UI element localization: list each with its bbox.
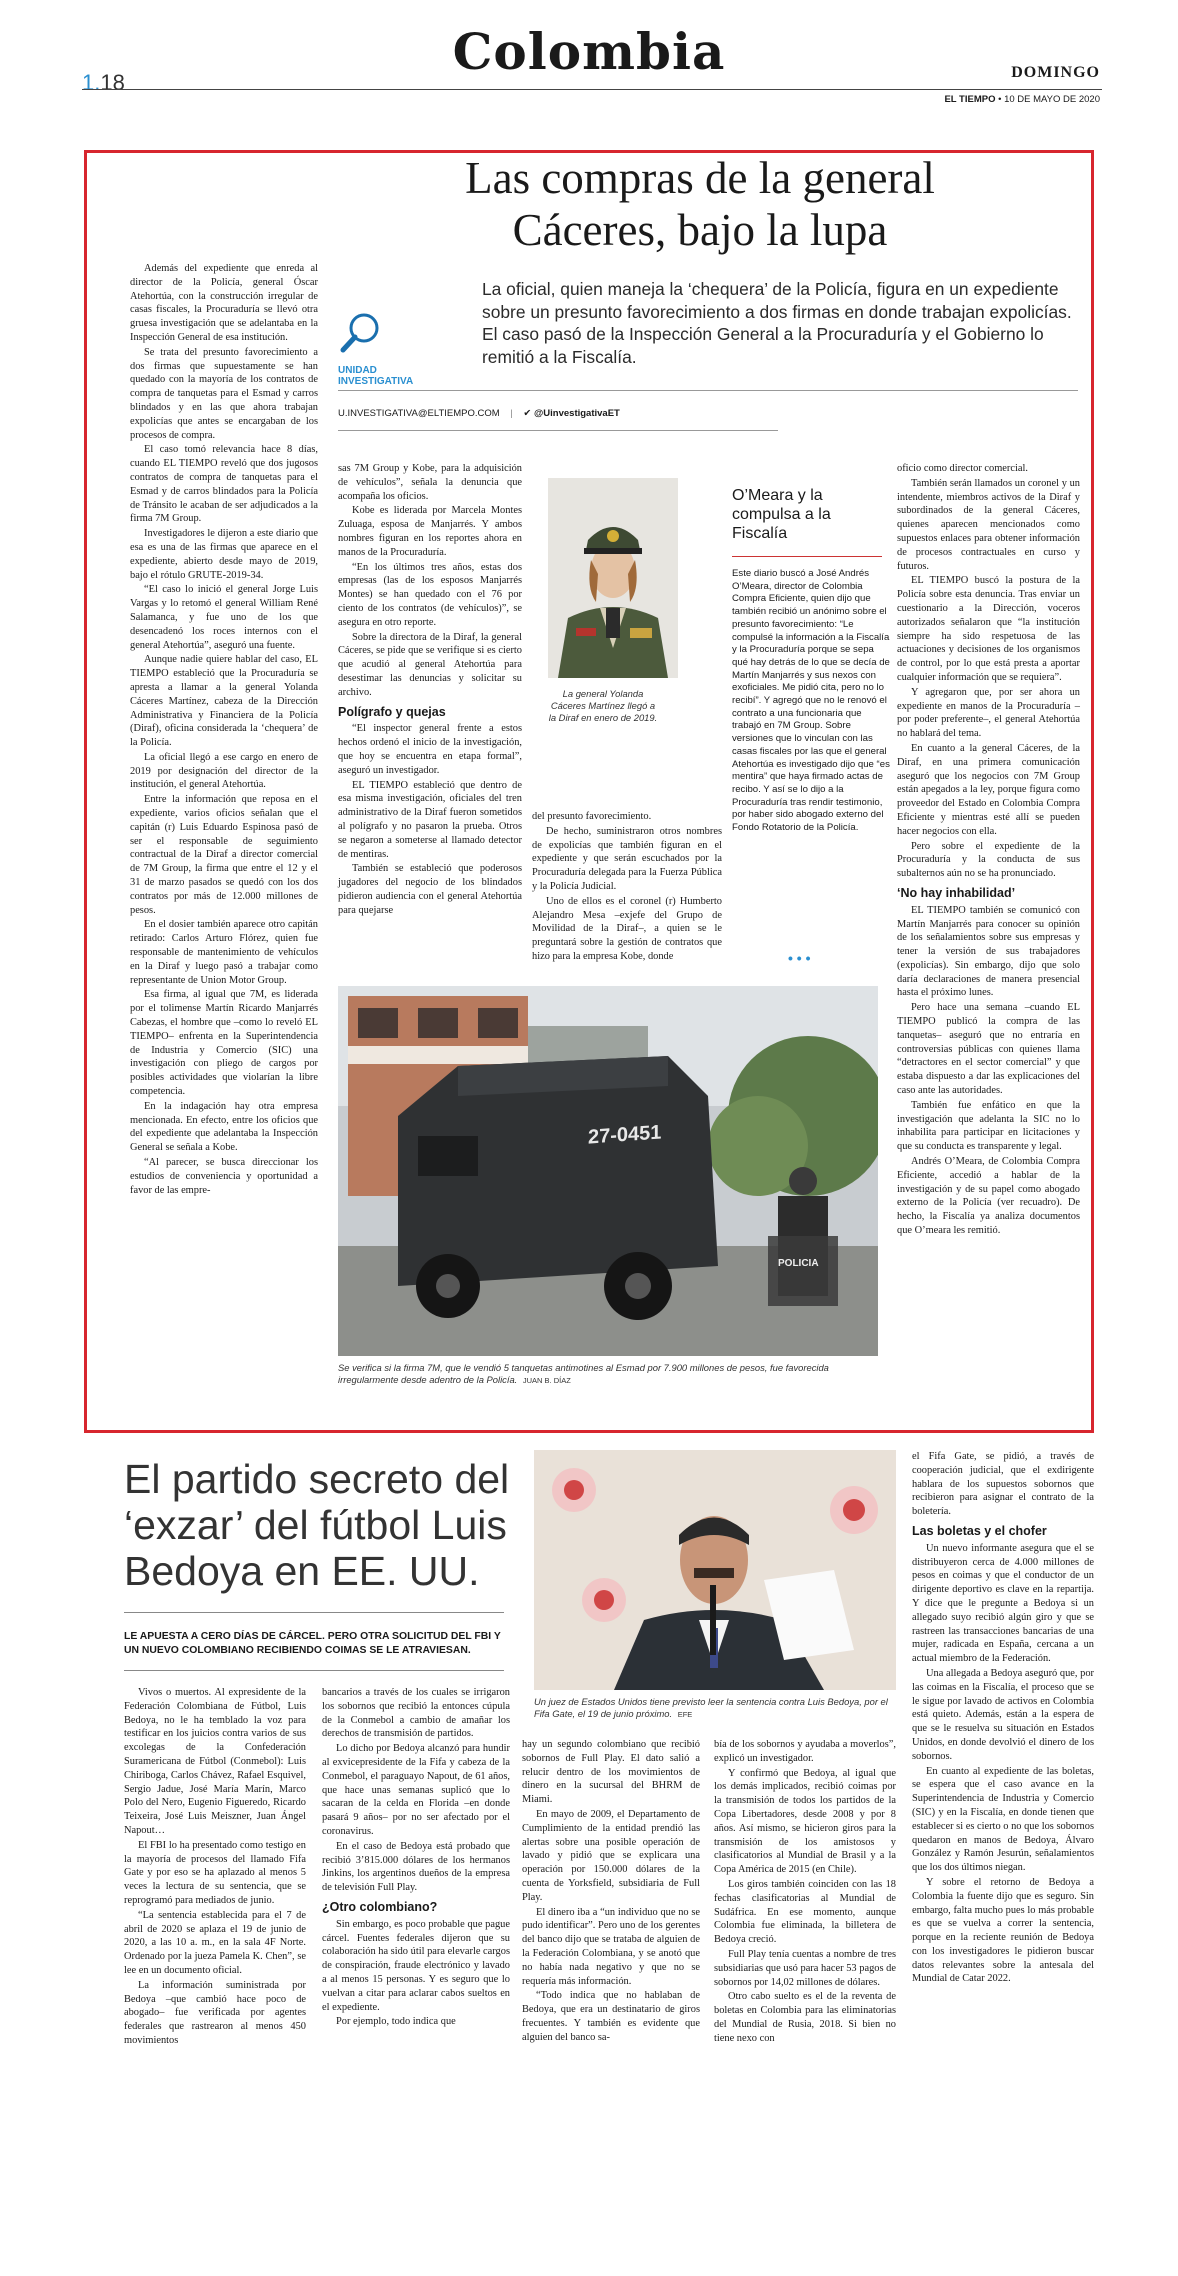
paragraph: Una allegada a Bedoya aseguró que, por las coimas en la Fiscalía, el proceso que se le sigue por lavado de activos en Colombia está quieto. Además, están a la espera de que se le resuelva su situación en Estados Unidos, en donde devolvió el dinero de los sobornos.: [912, 1667, 1094, 1762]
paragraph: También fue enfático en que la investigación que adelanta la SIC no lo inhabilita para participar en licitaciones y que su conducta es transparente y legal.: [897, 1099, 1080, 1153]
paragraph: En la indagación hay otra empresa mencionada. En efecto, entre los oficios que del expediente que adelantaba la Inspección General se señala a Kobe.: [130, 1100, 318, 1154]
sidebar-rule: [732, 556, 882, 557]
paragraph: Entre la información que reposa en el expediente, varios oficios señalan que el capitán (r) Luis Eduardo Espinosa pasó de ser el responsable de seguimiento contractual de la Diraf a director comercial de 7M Group, la firma que entre el 12 y el 31 de marzo pasados se quedó con los dos contratos por más de 12.000 millones de pesos.: [130, 794, 318, 916]
paragraph: Full Play tenía cuentas a nombre de tres subsidiarias que usó para hacer 53 pagos de sobornos por 14,02 millones de dólares.: [714, 1948, 896, 1988]
article2-headline: [124, 1456, 544, 1594]
contact-email[interactable]: U.INVESTIGATIVA@ELTIEMPO.COM: [338, 408, 500, 419]
paragraph: Investigadores le dijeron a este diario que esa es una de las firmas que aparece en el expediente, abierto desde mayo de 2019, bajo el rótulo GRUTE-2019-34.: [130, 528, 318, 581]
subhead: Las boletas y el chofer: [912, 1523, 1047, 1538]
article2-deck-rule-bottom: [124, 1670, 504, 1671]
page-prefix: 1.: [82, 70, 101, 95]
contact-line: [338, 408, 620, 419]
paragraph: del presunto favorecimiento.: [532, 811, 652, 822]
paragraph: Andrés O’Meara, de Colombia Compra Eficiente, accedió a hablar de la investigación y de su papel como abogado externo de la Policía (ver recuadro). De hecho, la Fiscalía ya analiza documentos que O’meara les remitió.: [897, 1156, 1080, 1237]
paragraph: En cuanto a la general Cáceres, de la Diraf, en una primera comunicación aseguró que los negocios con 7M Group están apegados a la ley, porque figura como proveedor del Estado en Colombia Compra Eficiente y mientras esté allí se pueden hacer negocios con ella.: [897, 742, 1080, 837]
paragraph: Pero sobre el expediente de la Procuraduría y la conducta de sus subalternos aún no se ha pronunciado.: [897, 840, 1080, 880]
portrait-caption: La general Yolanda Cáceres Martínez llegó a la Diraf en enero de 2019.: [548, 688, 658, 723]
article2-column-3: [522, 1738, 700, 2046]
article1-headline: [330, 152, 1070, 256]
bedoya-caption: [534, 1696, 894, 1721]
headline-line-2: Cáceres, bajo la lupa: [512, 205, 888, 255]
paragraph: Y sobre el retorno de Bedoya a Colombia la fuente dijo que es seguro. Sin embargo, falta mucho pues lo más probable es que se vuelva a correr la sentencia, porque en la reciente reunión de Bedoya con los investigadores le pidieron buscar datos relevantes sobre la antesala del Mundial de Catar 2022.: [912, 1876, 1094, 1985]
article2-column-4: [714, 1738, 896, 2047]
subhead: ¿Otro colombiano?: [322, 1899, 438, 1914]
headline-line-3: Bedoya en EE. UU.: [124, 1548, 480, 1594]
paragraph: Se trata del presunto favorecimiento a dos firmas que supuestamente se han quedado con la mayoría de los contratos de compra de tanquetas para el Esmad y carros blindados y en las que ahora trabajan expolicías que antes se encargaban de los procesos de compra.: [130, 346, 318, 441]
paragraph: “El inspector general frente a estos hechos ordenó el inicio de la investigación, que hoy se encuentra en etapa formal”, aseguró un investigador.: [338, 723, 522, 776]
tank-image: [338, 986, 878, 1356]
paragraph: Un nuevo informante asegura que el se distribuyeron cerca de 4.000 millones de pesos en coimas y que el conductor de un dirigente deportivo es clave en la repartija. Y dice que le pregunte a Bedoya si un allegado suyo recibió algún giro y que se rastreen las transacciones bancarias de una mujer, radicada en España, cercana a un actual miembro de la Federación.: [912, 1542, 1094, 1665]
paragraph: Sin embargo, es poco probable que pague cárcel. Fuentes federales dijeron que su colaboración ha sido útil para elevarle cargos de conspiración, fraude electrónico y lavado a al menos 15 personas. Y es seguro que lo vuelvan a citar para aclarar cabos sueltos en el expediente.: [322, 1918, 510, 2013]
paragraph: En el dosier también aparece otro capitán retirado: Carlos Arturo Flórez, quien fue responsable de mantenimiento de vehículos en la Diraf y luego pasó a trabajar como representante de Union Motor Group.: [130, 919, 318, 986]
paragraph: Por ejemplo, todo indica que: [336, 2016, 456, 2028]
paragraph: hay un segundo colombiano que recibió sobornos de Full Play. El dato salió a relucir dentro de los movimientos de dinero en la sucursal del BHRM de Miami.: [522, 1739, 700, 1806]
press-conference-image: [534, 1450, 896, 1690]
paragraph: El dinero iba a “un individuo que no se pudo identificar”. Pero uno de los gerentes del banco dijo que se trataba de alguien de la Federación Colombiana, y se anotó que no había nada negativo y que no se requería más información.: [522, 1906, 700, 1987]
tag-line-2: INVESTIGATIVA: [338, 376, 414, 387]
vehicle-caption-text: Se verifica si la firma 7M, que le vendió 5 tanquetas antimotines al Esmad por 7.900 millones de pesos, fue favorecida irregularmente desde adentro de la Policía.: [338, 1362, 829, 1385]
paragraph: Y agregaron que, por ser ahora un expediente en manos de la Procuraduría –por poder preferente–, el general Atehortúa no hablará del tema.: [897, 686, 1080, 740]
paragraph: el Fifa Gate, se pidió, a través de cooperación judicial, que el exdirigente hablara de los supuestos sobornos que recibieron para asignar el contrato de la boletería.: [912, 1451, 1094, 1518]
investigation-tag: [338, 310, 448, 391]
sidebar-text: Este diario buscó a José Andrés O’Meara, director de Colombia Compra Eficiente, quien dijo que también recibió un anónimo sobre el presunto favorecimiento: “Le compulsé la información a la Fiscalía y la Procuraduría porque se sepa qué hay detrás de lo que se decía de Martín Manjarrés y sus nexos con exoficiales. Me pidió cita, pero no lo recibí”. Y agregó que no le renovó el contrato a una funcionaria que trabajó en 7M Group. Sobre versiones que lo vinculan con las casas fiscales por las que el general Atehortúa es investigado dijo que “es mentira” que haya firmado actas de recibo. Y así se lo dijo a la Procuraduría tras rendir testimonio, por haber sido abogado externo del Fondo Rotatorio de la Policía.: [732, 568, 890, 834]
vehicle-caption: [338, 1362, 878, 1387]
paragraph: La oficial llegó a ese cargo en enero de 2019 por designación del director de la institución, el general Atehortúa.: [130, 751, 318, 791]
paragraph: “La sentencia establecida para el 7 de abril de 2020 se aplaza el 19 de junio de 2020, a las 10 a. m., en la sala 4F Norte. Ordenado por la jueza Pamela K. Chen”, se lee en un documento oficial.: [124, 1909, 306, 1976]
paragraph: Los giros también coinciden con las 18 fechas clasificatorias al Mundial de Sudáfrica. En ese momento, aunque Colombia fue eliminada, la billetera de Bedoya creció.: [714, 1878, 896, 1946]
vehicle-plate: 27-0451: [588, 1121, 662, 1149]
contact-rule: [338, 430, 778, 431]
paragraph: También serán llamados un coronel y un intendente, miembros activos de la Diraf y subordinados de la general Cáceres, quienes aparecen mencionados como supuestos enlaces para obtener información de procesos contractuales en curso y futuros.: [897, 477, 1080, 572]
paragraph: En mayo de 2009, el Departamento de Cumplimiento de la entidad prendió las alertas sobre una posible operación de lavado y pidió que se explicara una operación por 150.000 dólares de la cuenta de Yorksfield, subsidiaria de Full Play.: [522, 1808, 700, 1903]
paragraph: Vivos o muertos. Al expresidente de la Federación Colombiana de Fútbol, Luis Bedoya, no le ha temblado la voz para testificar en los juicios contra varios de sus excolegas de la Confederación Suramericana de Fútbol (Conmebol): Luis Chiriboga, Carlos Chávez, Rafael Esquivel, Sergio Jadue, José María Marín, Marco Polo del Nero, Eugenio Figueredo, Ricardo Teixeira, José Luis Meiszner, Juan Ángel Napout…: [124, 1687, 306, 1836]
sidebar-title: O’Meara y la compulsa a la Fiscalía: [732, 487, 831, 542]
paragraph: En el caso de Bedoya está probado que recibió 3’815.000 dólares de los hermanos Jinkins, los argentinos dueños de la empresa de televisión Full Play.: [322, 1840, 510, 1894]
headline-line-1: Las compras de la general: [465, 153, 935, 203]
portrait-photo: [548, 478, 678, 678]
article2-column-2: [322, 1686, 510, 2030]
paragraph: Kobe es liderada por Marcela Montes Zuluaga, esposa de Manjarrés. Y ambos nombres figuran en los reportes ahora en manos de la Procuraduría.: [338, 505, 522, 558]
article2-column-1: [124, 1686, 306, 2049]
header-day: DOMINGO: [1011, 64, 1100, 81]
paragraph: sas 7M Group y Kobe, para la adquisición de vehículos”, señala la denuncia que acompaña los oficios.: [338, 463, 522, 502]
header-rule: [82, 89, 1102, 90]
paragraph: “En los últimos tres años, estas dos empresas (las de los esposos Manjarrés Montes) se han quedado con el 76 por ciento de los contratos (de vehículos)”, se asegura en otro reporte.: [338, 561, 522, 628]
contact-divider: |: [510, 408, 513, 419]
header-date: • 10 DE MAYO DE 2020: [998, 94, 1100, 105]
paragraph: Sobre la directora de la Diraf, la general Cáceres, se pide que se verifique si es cierto que acudió al general Atehortúa para desestimar las denuncias y solicitar su archivo.: [338, 631, 522, 698]
paragraph: En cuanto al expediente de las boletas, se espera que el caso avance en la Superintendencia de Industria y Comercio (SIC) y en la Fiscalía, en donde tienen que establecer si es cierto o no que los sobornos quedaron en manos de Bedoya, Álvaro González y Ramón Jesurún, señalamientos que los dos últimos niegan.: [912, 1765, 1094, 1874]
paragraph: Además del expediente que enreda al director de la Policía, general Óscar Atehortúa, con la construcción irregular de casas fiscales, la Procuraduría se llevó otra gruesa investigación que se adelantaba en la Inspección General de esa institución.: [130, 263, 318, 343]
paragraph: EL TIEMPO también se comunicó con Martín Manjarrés para conocer su opinión de los señalamientos sobre sus empresas y tener la versión de sus trabajadores (expolicías). Sin embargo, dijo que solo daría declaraciones de manera presencial hasta el próximo lunes.: [897, 904, 1080, 999]
paragraph: Lo dicho por Bedoya alcanzó para hundir al exvicepresidente de la Fifa y cabeza de la Conmebol, el paraguayo Napout, de 61 años, que hace unas semanas suplicó que lo sacaran de la celda en Florida –en donde pasará 9 años– por no ser afectado por el coronavirus.: [322, 1743, 510, 1837]
paragraph: EL TIEMPO estableció que dentro de esa misma investigación, oficiales del tren administrativo de la Diraf fueron sometidos al polígrafo y no pasaron la prueba. Otros se negaron a someterse al llamado detector de mentiras.: [338, 779, 522, 860]
sidebar-dots: • • •: [788, 950, 811, 966]
article2-column-5: [912, 1450, 1094, 1987]
article1-column-2: [338, 462, 522, 919]
paragraph: EL TIEMPO buscó la postura de la Policía sobre esta denuncia. Tras enviar un cuestionario a la Dirección, voceros autorizados señalaron que “la institución siempre ha sido respetuosa de las actuaciones y decisiones de los organismos de control, por lo que está presta a aportar cualquier información que se requiera”.: [897, 575, 1080, 683]
article2-deck-rule: [124, 1612, 504, 1613]
article1-column-3: [532, 810, 722, 965]
subhead: ‘No hay inhabilidad’: [897, 885, 1016, 900]
subhead: Polígrafo y quejas: [338, 704, 446, 719]
headline-line-1: El partido secreto del: [124, 1456, 510, 1502]
paragraph: Y confirmó que Bedoya, al igual que los demás implicados, recibió coimas por la transmisión de todos los partidos de la Copa Libertadores, desde 2008 y por 8 años. Así mismo, se hicieron giros para la transmisión de los amistosos y clasificatorios al Mundial de Brasil y a la Copa América de 2015 (en Chile).: [714, 1767, 896, 1876]
armored-vehicle-photo: [338, 986, 878, 1356]
header-date-line: [944, 94, 1100, 105]
paragraph: bancarios a través de los cuales se irrigaron los sobornos que recibió la entonces cúpula de la Conmebol a cambio de amañar los derechos de transmisión de partidos.: [322, 1687, 510, 1740]
photo-credit: JUAN B. DÍAZ: [522, 1376, 571, 1385]
police-shield-text: POLICIA: [778, 1258, 819, 1269]
paragraph: Pero hace una semana –cuando EL TIEMPO publicó la compra de las tanquetas– aseguró que no entraría en controversias públicas con quienes llama “detractores en el sector comercial” y que estaba dispuesto a dar las explicaciones del caso ante las autoridades.: [897, 1002, 1080, 1097]
paragraph: “Al parecer, se busca direccionar los estudios de conveniencia y oportunidad a favor de las empre-: [130, 1157, 318, 1196]
article2-deck: LE APUESTA A CERO DÍAS DE CÁRCEL. PERO OTRA SOLICITUD DEL FBI Y UN NUEVO COLOMBIANO RECIBIENDO COIMAS SE LE ATRAVIESAN.: [124, 1631, 501, 1656]
bedoya-caption-text: Un juez de Estados Unidos tiene previsto leer la sentencia contra Luis Bedoya, por el Fifa Gate, el 19 de junio próximo.: [534, 1696, 888, 1719]
paragraph: La información suministrada por Bedoya –que cambió hace poco de abogado– fue verificada por agentes federales que rastrearon al menos 450 movimientos: [124, 1979, 306, 2046]
deck-rule: [338, 390, 1078, 391]
contact-twitter[interactable]: @UinvestigativaET: [534, 408, 620, 419]
paragraph: El caso tomó relevancia hace 8 días, cuando EL TIEMPO reveló que dos jugosos contratos de compra de tanquetas para el Esmad y de carros blindados para la Policía de Tránsito le acaban de ser adjudicados a la firma 7M Group.: [130, 444, 318, 525]
paragraph: bía de los sobornos y ayudaba a moverlos”, explicó un investigador.: [714, 1739, 896, 1764]
article1-column-1: [130, 262, 318, 1198]
paragraph: “Todo indica que no hablaban de Bedoya, que era un destinatario de giros frecuentes. Y también es evidente que alguien del banco sa-: [522, 1990, 700, 2043]
article1-column-4: [897, 462, 1080, 1239]
paragraph: Uno de ellos es el coronel (r) Humberto Alejandro Mesa –exjefe del Grupo de Movilidad de la Diraf–, a quien se le preguntará sobre la gestión de contratos que hizo para la empresa Kobe, donde: [532, 895, 722, 962]
paragraph: Otro cabo suelto es el de la reventa de boletas en Colombia para las eliminatorias del Mundial de Rusia, 2018. Si bien no tiene nexo con: [714, 1991, 896, 2044]
paragraph: Esa firma, al igual que 7M, es liderada por el tolimense Martín Ricardo Manjarrés Cabezas, el hombre que –como lo reveló EL TIEMPO– enfrenta en la Superintendencia de Industria y Comercio (SIC) una investigación con pliego de cargos por posibles actividades que violarían la libre competencia.: [130, 989, 318, 1098]
twitter-icon: ✔: [523, 408, 532, 419]
paragraph: También se estableció que poderosos jugadores del negocio de los blindados pidieron audiencia con el general Atehortúa para quejarse: [338, 863, 522, 916]
paper-name: EL TIEMPO: [944, 94, 996, 105]
article1-deck: La oficial, quien maneja la ‘chequera’ de la Policía, figura en un expediente sobre un presunto favorecimiento a dos firmas en donde trabajan expolicías. El caso pasó de la Inspección General a la Procuraduría y el Gobierno lo remitió a la Fiscalía.: [482, 279, 1072, 367]
page-num: 18: [100, 70, 125, 95]
bedoya-photo-credit: EFE: [677, 1710, 693, 1719]
paragraph: “El caso lo inició el general Jorge Luis Vargas y lo retomó el general William René Salamanca, y fue uno de los que desencadenó los roces internos con el general Atehortúa”, aseguró una fuente.: [130, 584, 318, 651]
section-title: Colombia: [452, 22, 726, 81]
paragraph: Aunque nadie quiere hablar del caso, EL TIEMPO estableció que la Procuraduría se apresta a llamar a la general Yolanda Cáceres Martínez, cabeza de la Dirección Administrativa y Financiera de la Policía (Diraf), oficina considerada la ‘chequera’ de la Policía.: [130, 654, 318, 749]
paragraph: oficio como director comercial.: [897, 463, 1028, 474]
magnifier-icon: [338, 310, 384, 356]
tag-line-1: UNIDAD: [338, 365, 377, 376]
bedoya-photo: [534, 1450, 896, 1690]
paragraph: De hecho, suministraron otros nombres de expolicías que también figuran en el expediente y que serán escuchados por la Procuraduría delegada para la Fuerza Pública y la Policía Judicial.: [532, 825, 722, 892]
paragraph: El FBI lo ha presentado como testigo en la mayoría de procesos del llamado Fifa Gate y por eso se ha aplazado al menos 5 veces la lectura de su sentencia, que se reprogramó para mediados de junio.: [124, 1839, 306, 1906]
general-portrait: [548, 478, 678, 678]
headline-line-2: ‘exzar’ del fútbol Luis: [124, 1502, 507, 1548]
